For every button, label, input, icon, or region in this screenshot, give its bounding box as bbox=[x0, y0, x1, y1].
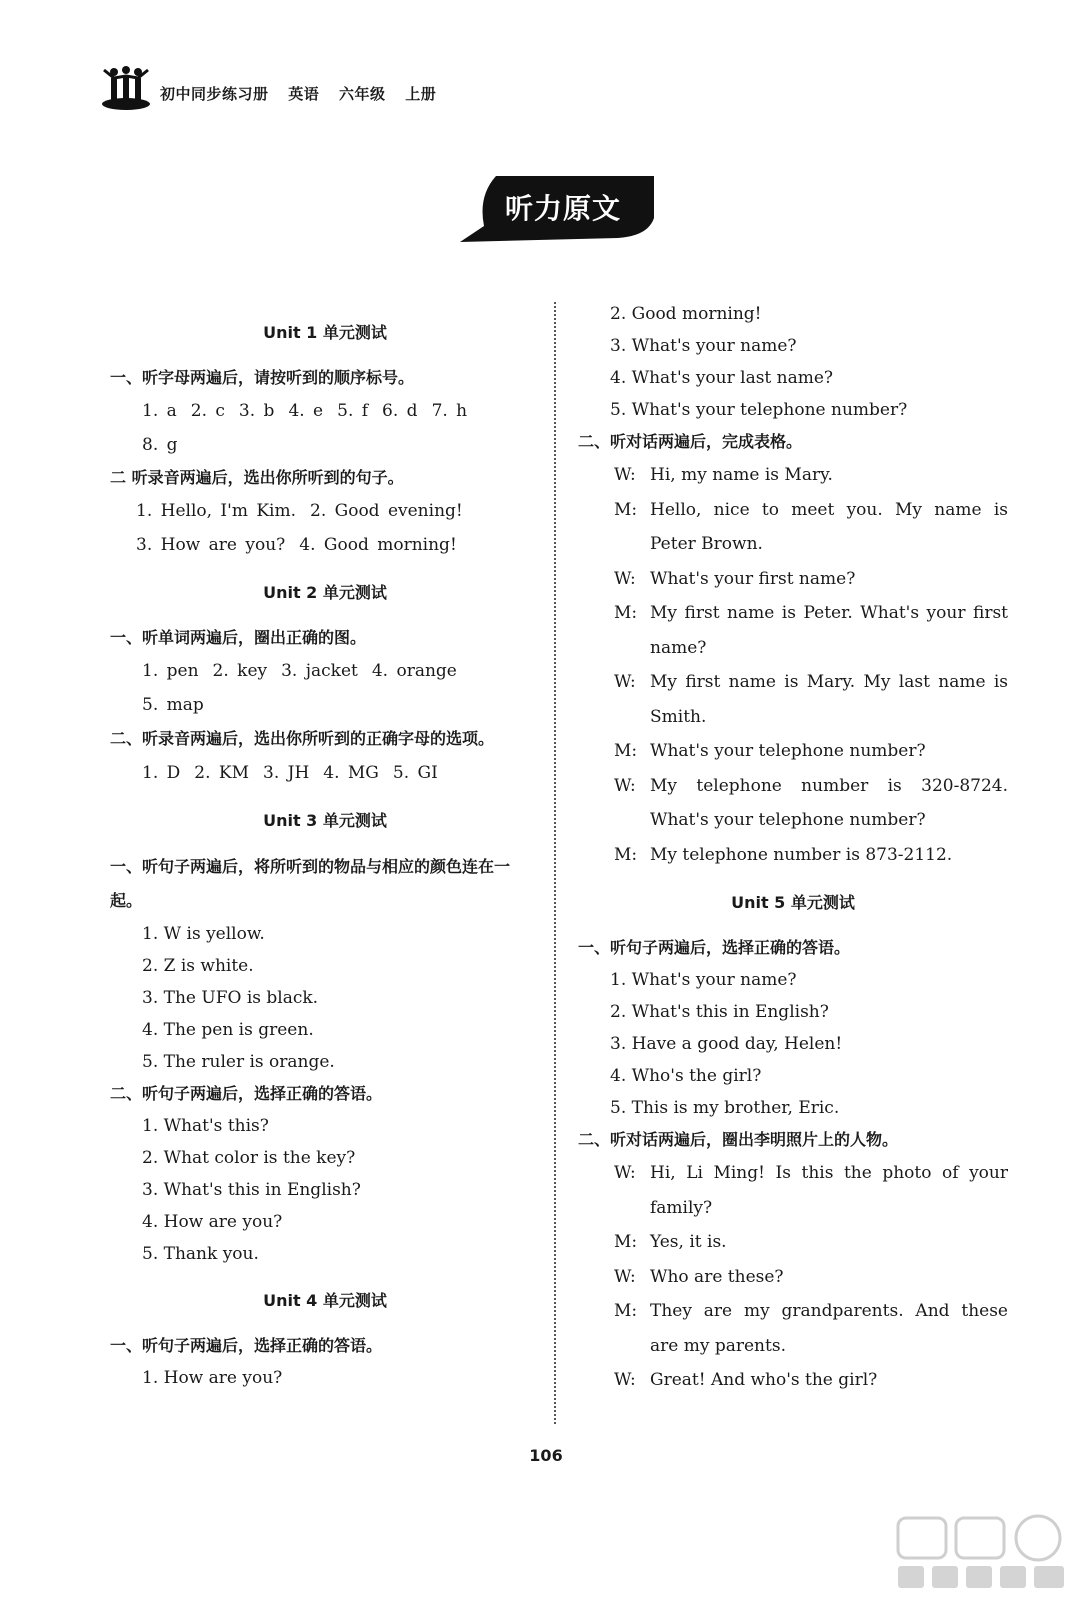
list-item: 5. What's your telephone number? bbox=[610, 400, 908, 420]
running-header bbox=[100, 62, 450, 114]
answer: 5. GI bbox=[392, 763, 438, 783]
speaker: M: bbox=[614, 1232, 638, 1252]
children-logo-icon bbox=[100, 64, 152, 112]
section-title: 听力原文 bbox=[505, 192, 622, 225]
unit-2-title: Unit 2 单元测试 bbox=[263, 583, 387, 602]
utterance: What's your first name? bbox=[650, 568, 856, 589]
speaker: M: bbox=[614, 603, 638, 623]
speaker: W: bbox=[614, 1266, 636, 1287]
answer: 3. How are you? bbox=[136, 535, 286, 555]
utterance: My telephone number is 873-2112. bbox=[650, 844, 953, 865]
subject: 英语 bbox=[288, 84, 320, 103]
answer: 1. a bbox=[142, 401, 177, 421]
question-heading: 二 听录音两遍后，选出你所听到的句子。 bbox=[110, 468, 404, 487]
speaker: W: bbox=[614, 465, 636, 485]
dialogue-line bbox=[614, 1363, 1008, 1398]
dialogue-line bbox=[614, 1260, 1008, 1295]
question-heading: 一、听句子两遍后，将所听到的物品与相应的颜色连在一起。 bbox=[110, 857, 511, 910]
left-column bbox=[110, 318, 540, 1394]
answer-line bbox=[110, 394, 540, 428]
answer-line bbox=[110, 428, 540, 462]
answer: 2. c bbox=[190, 401, 225, 421]
answer: 8. g bbox=[142, 435, 178, 455]
list-item: 5. The ruler is orange. bbox=[142, 1052, 335, 1072]
question-heading: 二、听句子两遍后，选择正确的答语。 bbox=[110, 1084, 383, 1103]
speaker: W: bbox=[614, 568, 636, 589]
list-item: 1. How are you? bbox=[142, 1368, 283, 1388]
answer: 1. Hello, I'm Kim. bbox=[136, 501, 296, 521]
utterance: Who are these? bbox=[650, 1266, 784, 1287]
list-item: 1. What's this? bbox=[142, 1116, 269, 1136]
list-item: 4. What's your last name? bbox=[610, 368, 834, 388]
answer-line bbox=[110, 654, 540, 688]
dialogue-line bbox=[614, 769, 1008, 838]
list-item: 1. W is yellow. bbox=[142, 924, 265, 944]
answer: 6. d bbox=[382, 401, 418, 421]
answer: 3. JH bbox=[263, 763, 310, 783]
list-item: 1. What's your name? bbox=[610, 970, 797, 990]
answer-line bbox=[110, 688, 540, 722]
answer: 4. Good morning! bbox=[299, 535, 457, 555]
answer: 4. e bbox=[288, 401, 324, 421]
dialogue-line bbox=[614, 596, 1008, 665]
question-heading: 一、听句子两遍后，选择正确的答语。 bbox=[578, 938, 851, 957]
speaker: W: bbox=[614, 775, 636, 796]
list-item: 4. Who's the girl? bbox=[610, 1066, 762, 1086]
answer-line bbox=[110, 756, 540, 790]
answer: 3. b bbox=[238, 401, 275, 421]
dialogue-line bbox=[614, 734, 1008, 769]
question-heading: 二、听对话两遍后，圈出李明照片上的人物。 bbox=[578, 1130, 899, 1149]
utterance: What's your telephone number? bbox=[650, 741, 926, 761]
answer: 4. MG bbox=[323, 763, 379, 783]
speaker: M: bbox=[614, 741, 638, 761]
answer: 4. orange bbox=[371, 661, 457, 681]
list-item: 2. What color is the key? bbox=[142, 1148, 356, 1168]
answer: 7. h bbox=[431, 401, 468, 421]
list-item: 2. Z is white. bbox=[142, 956, 254, 976]
speaker: W: bbox=[614, 1163, 636, 1183]
watermark-logo-icon bbox=[892, 1512, 1072, 1592]
header-title bbox=[160, 83, 450, 104]
answer: 3. jacket bbox=[281, 661, 358, 681]
utterance: They are my grandparents. And these are my parents. bbox=[650, 1301, 1008, 1356]
utterance: My telephone number is 320-8724. What's your telephone number? bbox=[650, 775, 1008, 830]
answer: 2. key bbox=[212, 661, 268, 681]
unit-4-title: Unit 4 单元测试 bbox=[263, 1291, 387, 1310]
answer-line bbox=[110, 528, 540, 562]
utterance: My first name is Peter. What's your first name? bbox=[650, 603, 1008, 658]
dialogue-line bbox=[614, 1225, 1008, 1260]
utterance: Hello, nice to meet you. My name is Peter Brown. bbox=[650, 499, 1008, 554]
speaker: M: bbox=[614, 499, 638, 520]
list-item: 3. What's this in English? bbox=[142, 1180, 361, 1200]
utterance: Great! And who's the girl? bbox=[650, 1370, 878, 1390]
unit-1-title: Unit 1 单元测试 bbox=[263, 323, 387, 342]
dialogue-line bbox=[614, 838, 1008, 873]
answer: 1. pen bbox=[142, 661, 199, 681]
list-item: 5. Thank you. bbox=[142, 1244, 259, 1264]
grade: 六年级 bbox=[339, 84, 386, 103]
unit-5-title: Unit 5 单元测试 bbox=[731, 893, 855, 912]
right-column bbox=[578, 298, 1008, 1398]
list-item: 5. This is my brother, Eric. bbox=[610, 1098, 840, 1118]
dialogue-line bbox=[614, 562, 1008, 597]
question-heading: 一、听单词两遍后，圈出正确的图。 bbox=[110, 628, 367, 647]
page-number: 106 bbox=[529, 1446, 563, 1465]
dialogue-line bbox=[614, 458, 1008, 493]
list-item: 2. Good morning! bbox=[610, 304, 762, 324]
unit-3-title: Unit 3 单元测试 bbox=[263, 811, 387, 830]
answer: 1. D bbox=[142, 763, 181, 783]
list-item: 3. What's your name? bbox=[610, 336, 797, 356]
list-item: 4. How are you? bbox=[142, 1212, 283, 1232]
dialogue-line bbox=[614, 1156, 1008, 1225]
volume: 上册 bbox=[405, 84, 437, 103]
answer: 5. map bbox=[142, 695, 204, 715]
dialogue-line bbox=[614, 665, 1008, 734]
question-heading: 二、听录音两遍后，选出你所听到的正确字母的选项。 bbox=[110, 729, 495, 748]
utterance: Hi, my name is Mary. bbox=[650, 465, 833, 485]
speaker: M: bbox=[614, 844, 638, 865]
column-divider bbox=[554, 302, 556, 1424]
list-item: 2. What's this in English? bbox=[610, 1002, 829, 1022]
question-heading: 一、听字母两遍后，请按听到的顺序标号。 bbox=[110, 368, 415, 387]
utterance: Yes, it is. bbox=[650, 1232, 727, 1252]
answer: 2. KM bbox=[194, 763, 249, 783]
answer: 2. Good evening! bbox=[310, 501, 463, 521]
speaker: W: bbox=[614, 1370, 636, 1390]
book-title: 初中同步练习册 bbox=[160, 84, 269, 103]
dialogue-line bbox=[614, 1294, 1008, 1363]
utterance: My first name is Mary. My last name is Smith. bbox=[650, 672, 1008, 727]
list-item: 3. Have a good day, Helen! bbox=[610, 1034, 843, 1054]
dialogue-line bbox=[614, 493, 1008, 562]
question-heading: 二、听对话两遍后，完成表格。 bbox=[578, 432, 803, 451]
utterance: Hi, Li Ming! Is this the photo of your family? bbox=[650, 1163, 1008, 1218]
list-item: 4. The pen is green. bbox=[142, 1020, 314, 1040]
speaker: M: bbox=[614, 1301, 638, 1321]
speaker: W: bbox=[614, 672, 636, 692]
question-heading: 一、听句子两遍后，选择正确的答语。 bbox=[110, 1336, 383, 1355]
list-item: 3. The UFO is black. bbox=[142, 988, 319, 1008]
answer-line bbox=[110, 494, 540, 528]
answer: 5. f bbox=[337, 401, 369, 421]
